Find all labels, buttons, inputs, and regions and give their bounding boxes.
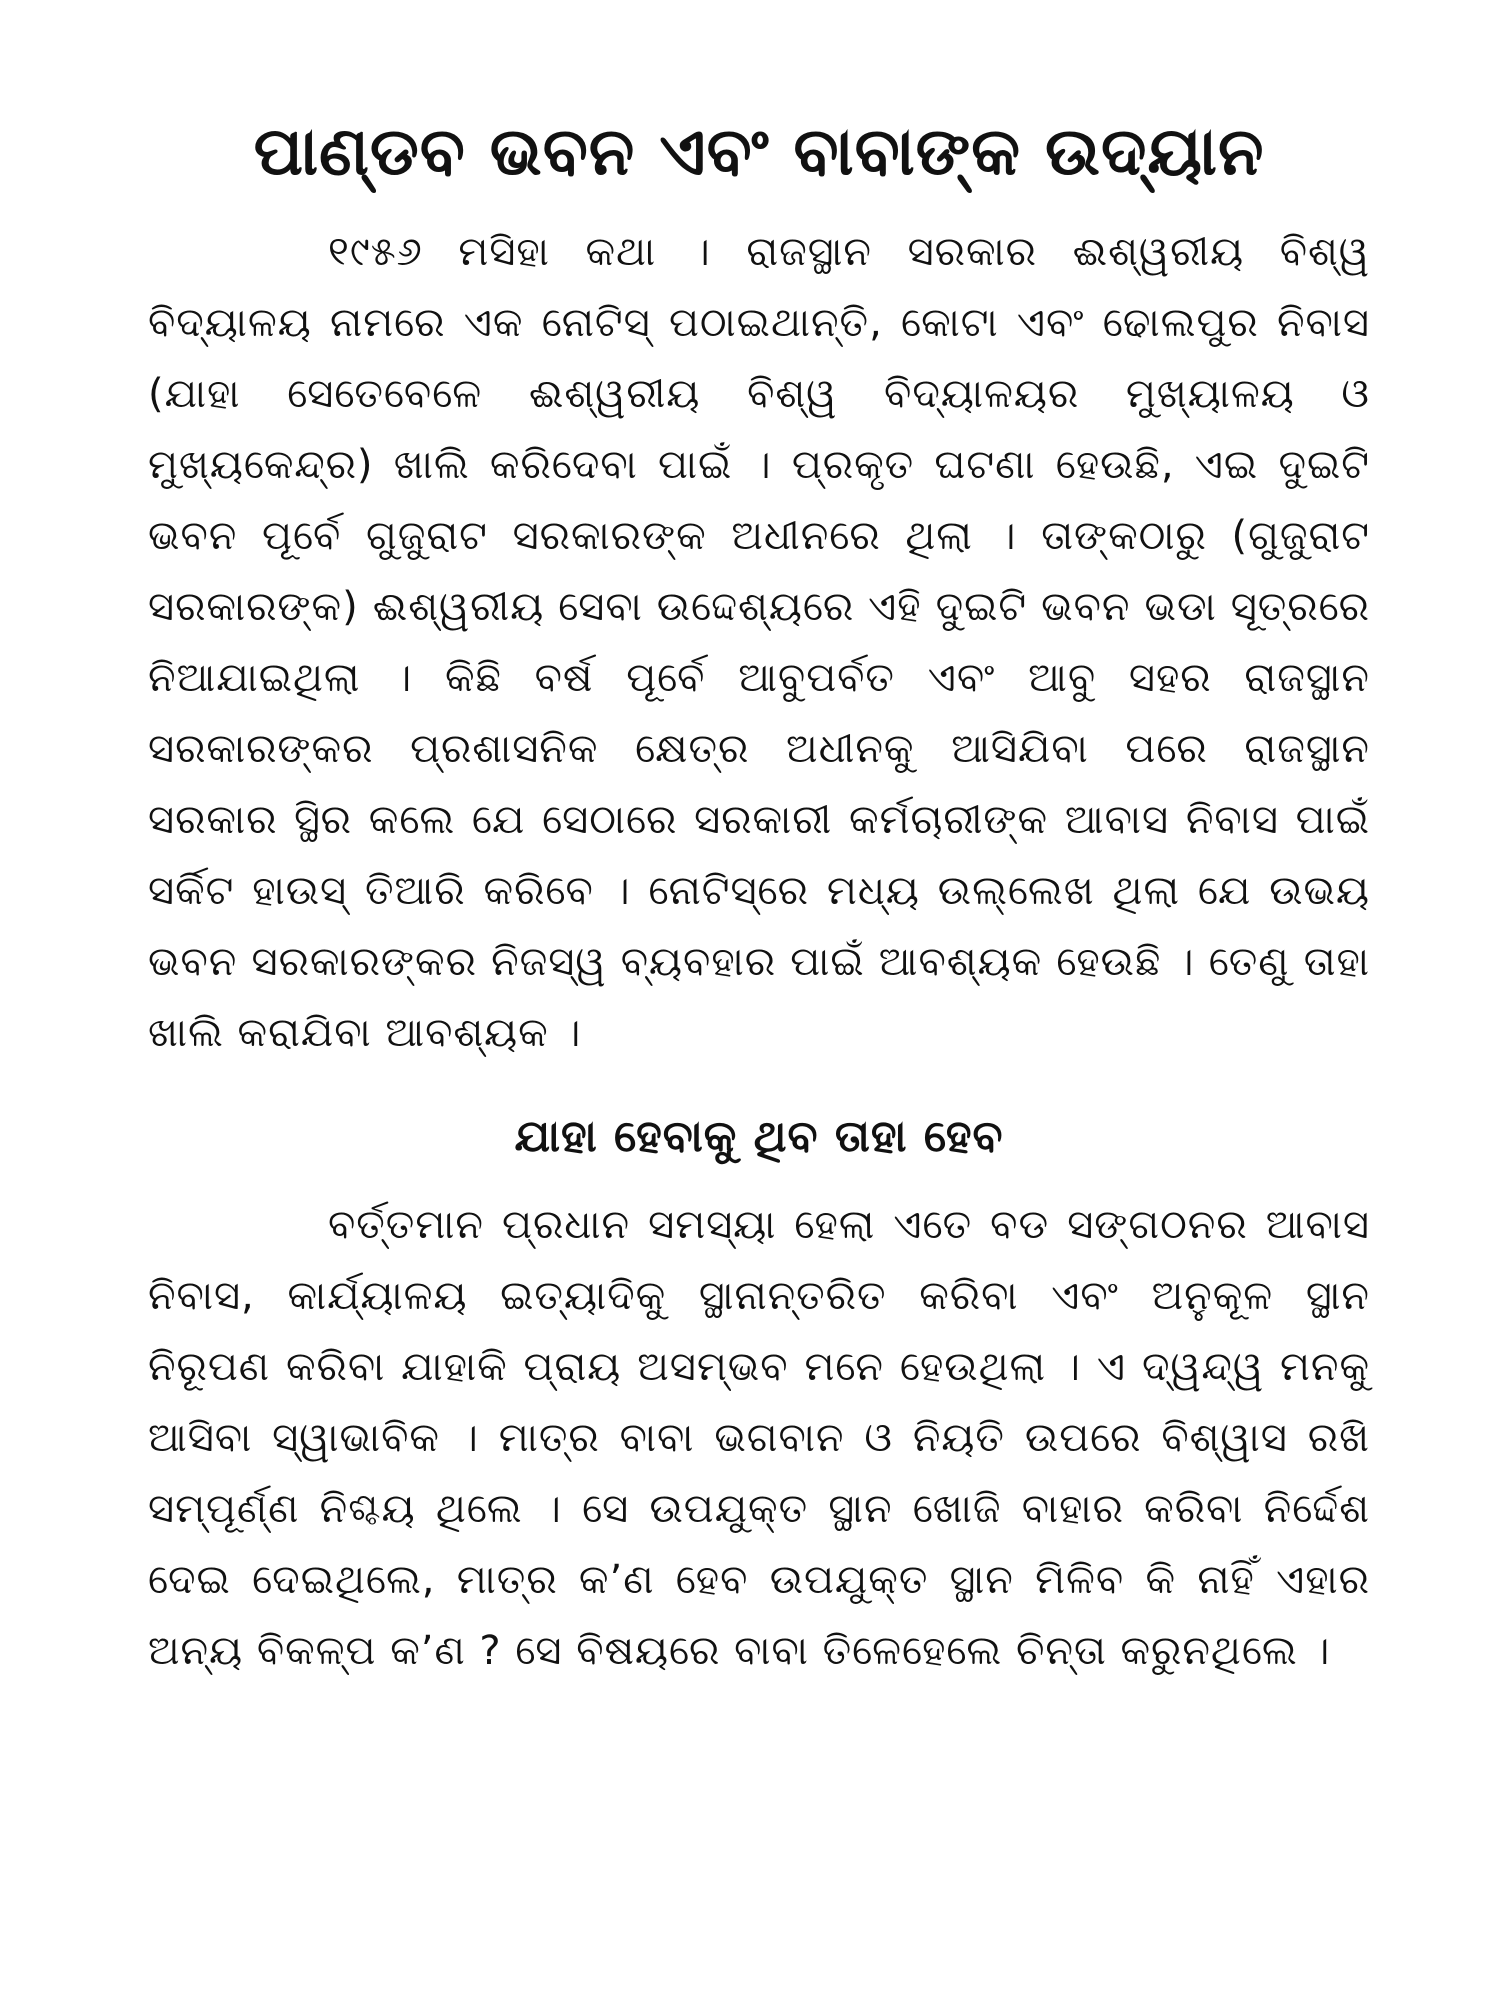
document-title: ପାଣ୍ଡବ ଭବନ ଏବଂ ବାବାଙ୍କ ଉଦ୍ୟାନ <box>253 113 1265 190</box>
section-heading: ଯାହା ହେବାକୁ ଥିବ ତାହା ହେବ <box>514 1111 1004 1163</box>
document-page <box>148 112 1370 1687</box>
paragraph-notice: ୧୯୫୬ ମସିହା କଥା । ରାଜସ୍ଥାନ ସରକାର ଈଶ୍ୱରୀୟ ବିଶ୍ୱ ବିଦ୍ୟାଳୟ ନାମରେ ଏକ ନୋଟିସ୍ ପଠାଇଥାନ୍ତି, କୋଟା ଏବଂ ଢୋଲପୁର ନିବାସ (ଯାହା ସେତେବେଳେ ଈଶ୍ୱରୀୟ ବିଶ୍ୱ ବିଦ୍ୟାଳୟର ମୁଖ୍ୟାଳୟ ଓ ମୁଖ୍ୟକେନ୍ଦ୍ର) ଖାଲି କରିଦେବା ପାଇଁ । ପ୍ରକୃତ ଘଟଣା ହେଉଛି, ଏଇ ଦୁଇଟି ଭବନ ପୂର୍ବେ ଗୁଜୁରାଟ ସରକାରଙ୍କ ଅଧୀନରେ ଥିଲା । ତାଙ୍କଠାରୁ (ଗୁଜୁରାଟ ସରକାରଙ୍କ) ଈଶ୍ୱରୀୟ ସେବା ଉଦ୍ଦେଶ୍ୟରେ ଏହି ଦୁଇଟି ଭବନ ଭଡା ସୂତ୍ରରେ ନିଆଯାଇଥିଲା । କିଛି ବର୍ଷ ପୂର୍ବେ ଆବୁପର୍ବତ ଏବଂ ଆବୁ ସହର ରାଜସ୍ଥାନ ସରକାରଙ୍କର ପ୍ରଶାସନିକ କ୍ଷେତ୍ର ଅଧୀନକୁ ଆସିଯିବା ପରେ ରାଜସ୍ଥାନ ସରକାର ସ୍ଥିର କଲେ ଯେ ସେଠାରେ ସରକାରୀ କର୍ମଚାରୀଙ୍କ ଆବାସ ନିବାସ ପାଇଁ ସର୍କିଟ ହାଉସ୍ ତିଆରି କରିବେ । ନୋଟିସ୍‌ରେ ମଧ୍ୟ ଉଲ୍ଲେଖ ଥିଲା ଯେ ଉଭୟ ଭବନ ସରକାରଙ୍କର ନିଜସ୍ୱ ବ୍ୟବହାର ପାଇଁ ଆବଶ୍ୟକ ହେଉଛି । ତେଣୁ ତାହା ଖାଲି କରାଯିବା ଆବଶ୍ୟକ । <box>148 229 1370 1057</box>
paragraph-relocation: ବର୍ତ୍ତମାନ ପ୍ରଧାନ ସମସ୍ୟା ହେଲା ଏତେ ବଡ ସଙ୍ଗଠନର ଆବାସ ନିବାସ, କାର୍ଯ୍ୟାଳୟ ଇତ୍ୟାଦିକୁ ସ୍ଥାନାନ୍ତରିତ କରିବା ଏବଂ ଅନୁକୂଳ ସ୍ଥାନ ନିରୂପଣ କରିବା ଯାହାକି ପ୍ରାୟ ଅସମ୍ଭବ ମନେ ହେଉଥିଲା । ଏ ଦ୍ୱନ୍ଦ୍ୱ ମନକୁ ଆସିବା ସ୍ୱାଭାବିକ । ମାତ୍ର ବାବା ଭଗବାନ ଓ ନିୟତି ଉପରେ ବିଶ୍ୱାସ ରଖି ସମ୍ପୂର୍ଣ୍ଣ ନିଶ୍ଚୟ ଥିଲେ । ସେ ଉପଯୁକ୍ତ ସ୍ଥାନ ଖୋଜି ବାହାର କରିବା ନିର୍ଦ୍ଦେଶ ଦେଇ ଦେଇଥିଲେ, ମାତ୍ର କ’ଣ ହେବ ଉପଯୁକ୍ତ ସ୍ଥାନ ମିଳିବ କି ନାହିଁ ଏହାର ଅନ୍ୟ ବିକଳ୍ପ କ’ଣ ? ସେ ବିଷୟରେ ବାବା ତିଳେହେଲେ ଚିନ୍ତା କରୁନଥିଲେ । <box>148 1201 1370 1674</box>
